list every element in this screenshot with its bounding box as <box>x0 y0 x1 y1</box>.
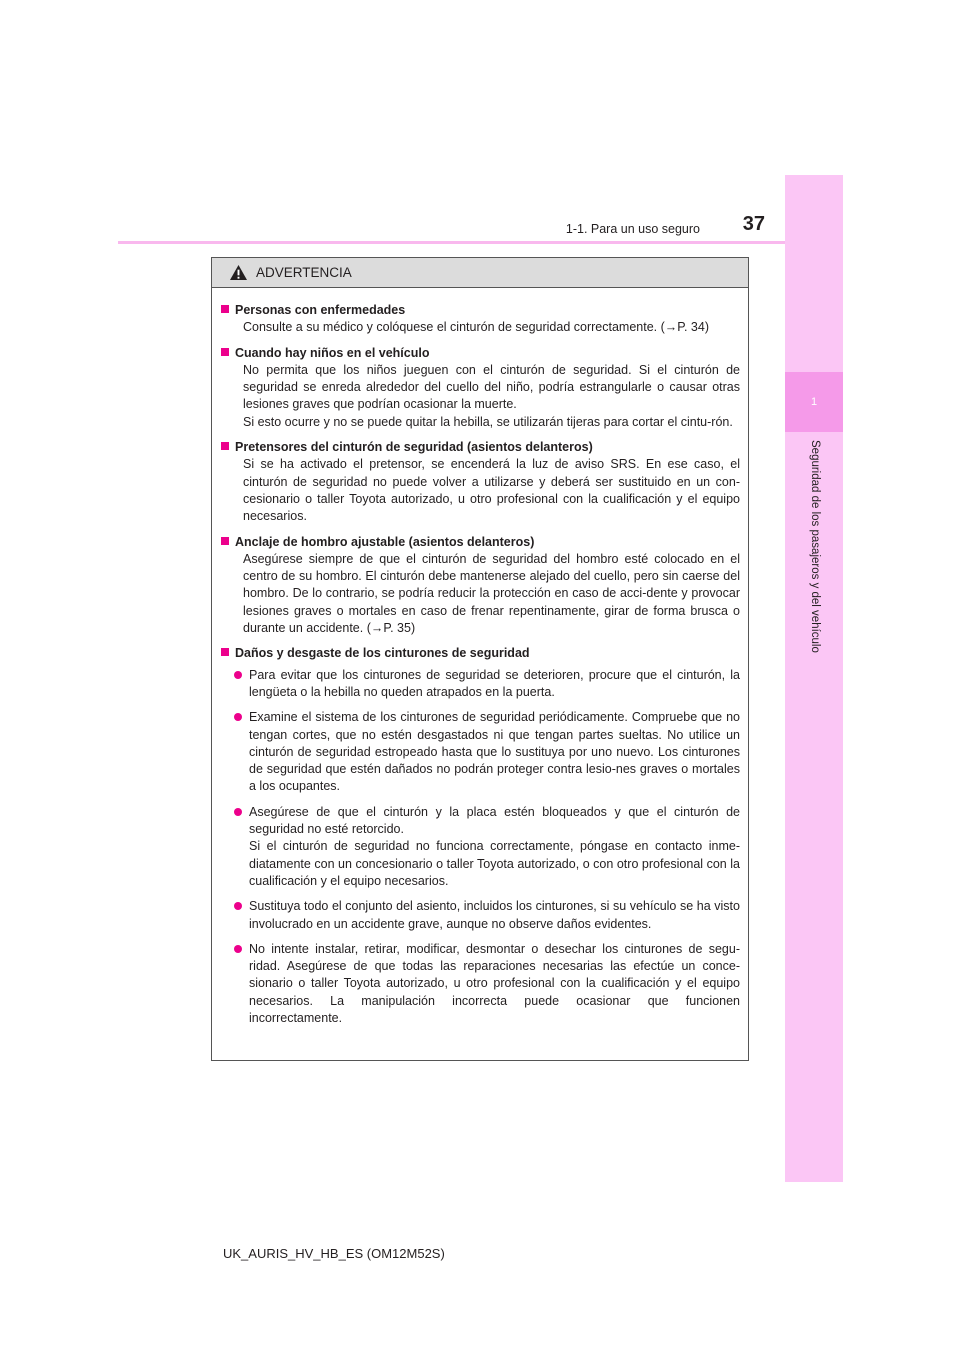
square-bullet-icon <box>221 537 229 545</box>
warning-triangle-icon <box>229 264 248 281</box>
warning-item <box>221 534 740 638</box>
round-bullet-icon <box>234 902 242 910</box>
round-bullet-icon <box>234 945 242 953</box>
header-rule <box>118 241 785 244</box>
warning-body <box>212 288 748 1027</box>
item-text: Si se ha activado el pretensor, se encenderá la luz de aviso SRS. En ese caso, el cinturón de seguridad no puede volver a utilizarse y deberá ser sustituido en un con-cesionario o taller Toyota autorizado, u otro profesional con la cualificación y el equipo necesarios. <box>243 457 740 524</box>
round-bullet-icon <box>234 713 242 721</box>
item-text: No permita que los niños jueguen con el cinturón de seguridad. Si el cinturón de seguridad se enreda alrededor del cuello del niño, podría estrangularle o causar otras lesiones graves que podrían ocasionar la muerte. <box>243 362 740 412</box>
page-number: 37 <box>742 213 765 235</box>
round-bullet-icon <box>234 671 242 679</box>
item-text: Consulte a su médico y colóquese el cinturón de seguridad correctamente. (→P. 34) <box>243 320 709 335</box>
square-bullet-icon <box>221 348 229 356</box>
warning-item <box>221 645 740 1027</box>
warning-title: ADVERTENCIA <box>256 265 352 280</box>
item-title: Daños y desgaste de los cinturones de seguridad <box>235 646 530 661</box>
chapter-number: 1 <box>785 372 843 432</box>
list-item: No intente instalar, retirar, modificar, desmontar o desechar los cinturones de segu-ridad. Asegúrese de que todas las reparaciones necesarias las efectúe un conce-sionario o taller Toyota autorizado, u otro profesional con la cualificación y el equipo necesarios. La manipulación incorrecta puede ocasionar que funcionen incorrectamente. <box>234 941 740 1027</box>
item-text: Asegúrese siempre de que el cinturón de seguridad del hombro esté colocado en el centro de su hombro. El cinturón debe mantenerse alejado del cuello, pero sin caerse del hombro. De lo contrario, se podría reducir la protección en caso de acci-dente y provocar lesiones graves o mortales en caso de frenar repentinamente, girar de forma brusca o durante un accidente. (→P. 35) <box>243 551 740 636</box>
item-title: Cuando hay niños en el vehículo <box>235 345 430 360</box>
warning-header <box>212 258 748 288</box>
square-bullet-icon <box>221 442 229 450</box>
warning-box <box>211 257 749 1061</box>
item-title: Anclaje de hombro ajustable (asientos delanteros) <box>235 534 535 549</box>
warning-item <box>221 302 740 337</box>
warning-item <box>221 439 740 525</box>
round-bullet-icon <box>234 808 242 816</box>
warning-item <box>221 345 740 431</box>
chapter-title: Seguridad de los pasajeros y del vehículo <box>809 440 821 653</box>
item-title: Personas con enfermedades <box>235 303 406 317</box>
list-item: Para evitar que los cinturones de seguridad se deterioren, procure que el cinturón, la lengüeta o la hebilla no queden atrapados en la puerta. <box>234 667 740 702</box>
square-bullet-icon <box>221 648 229 656</box>
list-item: Sustituya todo el conjunto del asiento, incluidos los cinturones, si su vehículo se ha visto involucrado en un accidente grave, aunque no observe daños evidentes. <box>234 898 740 933</box>
square-bullet-icon <box>221 305 229 313</box>
list-item: Examine el sistema de los cinturones de seguridad periódicamente. Compruebe que no tengan cortes, que no estén desgastados ni que tengan partes sueltas. No utilice un cinturón de seguridad estropeado hasta que lo sustituya por uno nuevo. Los cinturones de seguridad que estén dañados no podrán proteger contra lesio-nes graves o mortales a los ocupantes. <box>234 709 740 795</box>
list-item: Asegúrese de que el cinturón y la placa estén bloqueados y que el cinturón de seguridad no esté retorcido. Si el cinturón de seguridad no funciona correctamente, póngase en contacto inme-diatamente con un concesionario o taller Toyota autorizado, o con otro profesional con la cualificación y el equipo necesarios. <box>234 804 740 890</box>
item-title: Pretensores del cinturón de seguridad (asientos delanteros) <box>235 440 593 455</box>
item-text: Si esto ocurre y no se puede quitar la hebilla, se utilizarán tijeras para cortar el cintu-rón. <box>243 414 733 429</box>
footer-code: UK_AURIS_HV_HB_ES (OM12M52S) <box>223 1246 445 1261</box>
section-title: 1-1. Para un uso seguro <box>565 222 700 236</box>
